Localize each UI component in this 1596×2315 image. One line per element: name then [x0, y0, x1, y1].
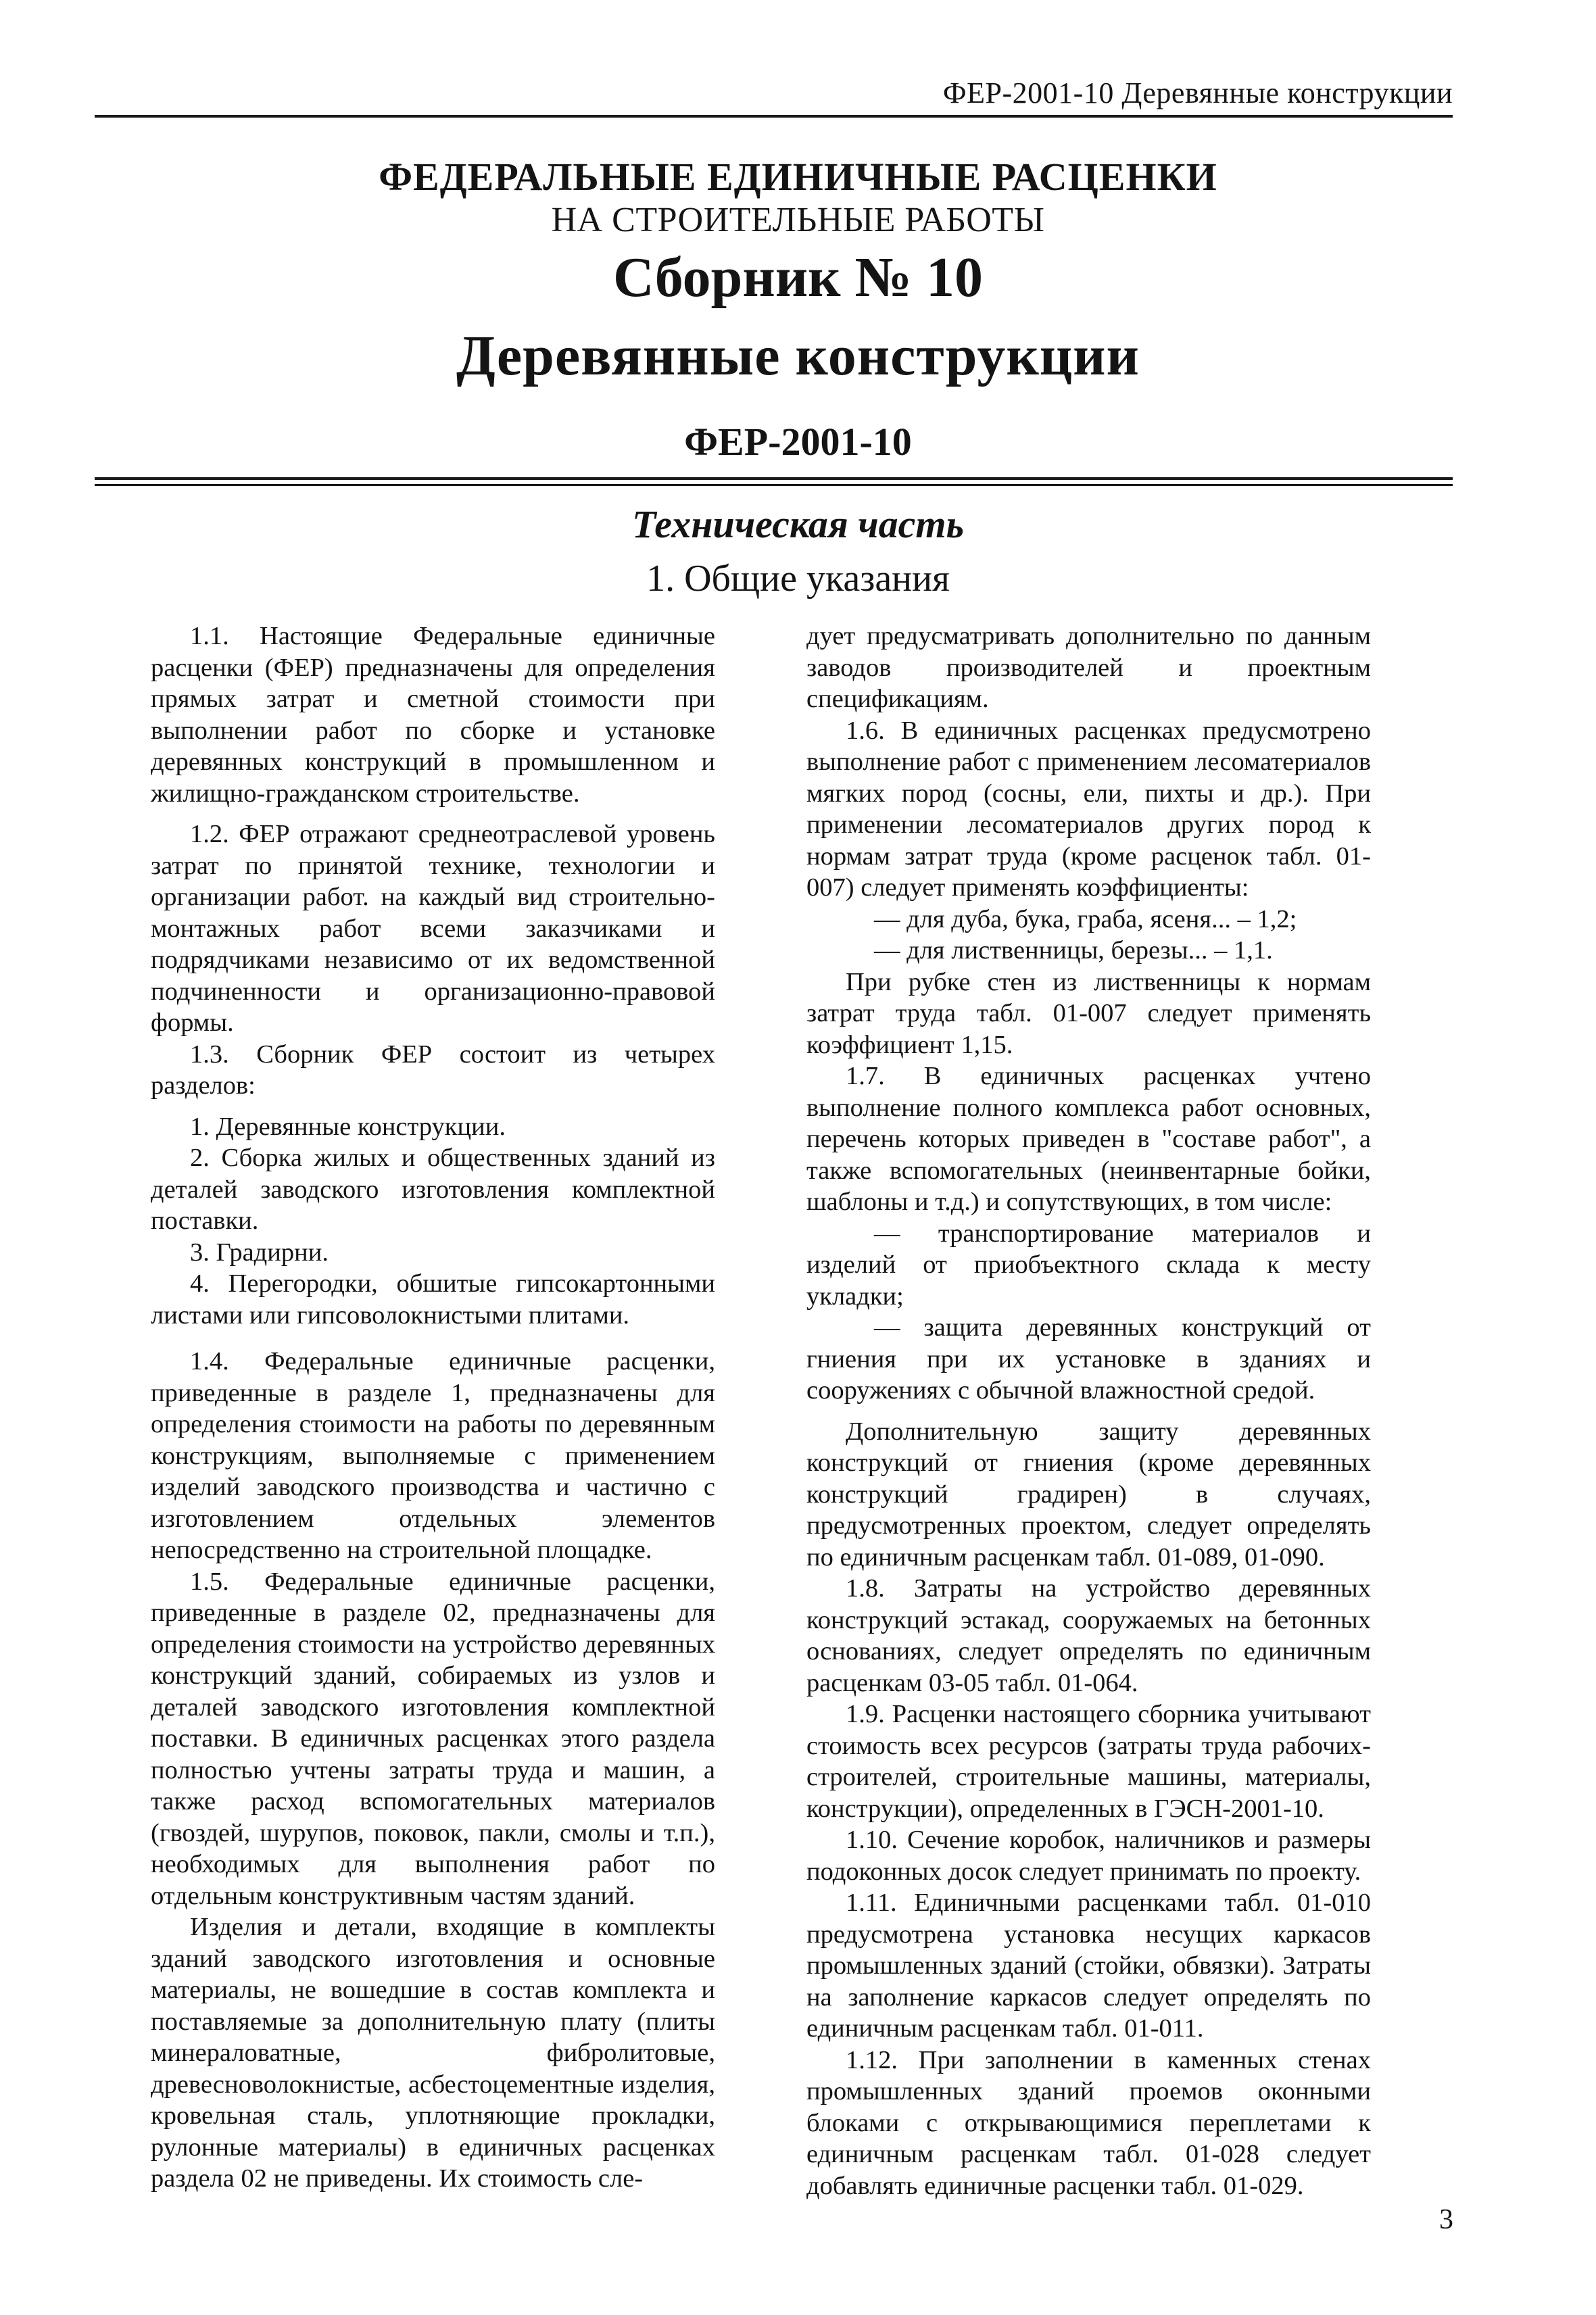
list-item-protection: — защита деревянных конструкций от гниения при их установке в зданиях и сооружениях с обычной влажностной средой.: [806, 1313, 1371, 1405]
list-item-transport: — транспортирование материалов и изделий от приобъектного склада к месту укладки;: [806, 1219, 1371, 1311]
paragraph-1-5: 1.5. Федеральные единичные расценки, приведенные в разделе 02, предназначены для определения стоимости на устройство деревянных конструкций зданий, собираемых из узлов и деталей заводского изготовления комплектной поставки. В единичных расценках этого раздела полностью учтены затраты труда и машин, а также расход вспомогательных материалов (гвоздей, шурупов, поковок, пакли, смолы и т.п.), необходимых для выполнения работ по отдельным конструктивным частям зданий.: [151, 1567, 715, 1910]
title-rule-thick: [95, 477, 1453, 480]
page-number: 3: [1439, 2204, 1453, 2235]
paragraph-1-11: 1.11. Единичными расценками табл. 01-010 предусмотрена установка несущих каркасов промышленных зданий (стойки, обвязки). Затраты на заполнение каркасов следует определять по единичным расценкам табл. 01-011.: [806, 1888, 1371, 2043]
title-line-2: НА СТРОИТЕЛЬНЫЕ РАБОТЫ: [551, 201, 1045, 239]
list-item-section-2: 2. Сборка жилых и общественных зданий из деталей заводского изготовления комплектной поставки.: [151, 1144, 715, 1235]
list-item-section-4: 4. Перегородки, обшитые гипсокартонными листами или гипсоволокнистыми плитами.: [151, 1269, 715, 1330]
paragraph-1-2: 1.2. ФЕР отражают среднеотраслевой уровень затрат по принятой технике, технологии и организации работ. на каждый вид строительно-монтажных работ всеми заказчиками и подрядчиками независимо от их ведомственной подчиненности и организационно-правовой формы.: [151, 820, 715, 1037]
paragraph-1-5-continued: Изделия и детали, входящие в комплекты зданий заводского изготовления и основные материалы, не вошедшие в состав комплекта и поставляемые за дополнительную плату (плиты минераловатные, фибролитовые, древесноволокнистые, асбестоцементные изделия, кровельная сталь, уплотняющие прокладки, рулонные материалы) в единичных расценках раздела 02 не приведены. Их стоимость сле-: [151, 1913, 715, 2193]
paragraph-1-6: 1.6. В единичных расценках предусмотрено выполнение работ с применением лесоматериалов мягких пород (сосны, ели, пихты и др.). При применении лесоматериалов других пород к нормам затрат труда (кроме расценок табл. 01-007) следует применять коэффициенты:: [806, 716, 1371, 902]
list-item-section-1: 1. Деревянные конструкции.: [190, 1112, 506, 1141]
paragraph-1-4: 1.4. Федеральные единичные расценки, приведенные в разделе 1, предназначены для определения стоимости на работы по деревянным конструкциям, выполняемые с применением изделий заводского производства и частично с изготовлением отдельных элементов непосредственно на строительной площадке.: [151, 1347, 715, 1564]
coefficient-larch: — для лиственницы, березы... – 1,1.: [874, 936, 1273, 965]
header-rule: [95, 115, 1453, 118]
title-rule-thin: [95, 484, 1453, 486]
paragraph-1-3: 1.3. Сборник ФЕР состоит из четырех разделов:: [151, 1040, 715, 1100]
paragraph-1-7: 1.7. В единичных расценках учтено выполнение полного комплекса работ основных, перечень которых приведен в "составе работ", а также вспомогательных (неинвентарные бойки, шаблоны и т.д.) и сопутствующих, в том числе:: [806, 1062, 1371, 1216]
title-line-1: ФЕДЕРАЛЬНЫЕ ЕДИНИЧНЫЕ РАСЦЕНКИ: [379, 155, 1217, 199]
document-code: ФЕР-2001-10: [684, 420, 912, 464]
subject-title: Деревянные конструкции: [456, 324, 1140, 387]
coefficient-oak: — для дуба, бука, граба, ясеня... – 1,2;: [874, 904, 1297, 933]
right-column: [806, 620, 1371, 2201]
list-item-section-3: 3. Градирни.: [190, 1238, 329, 1267]
paragraph-additional-protection: Дополнительную защиту деревянных конструкций от гниения (кроме деревянных конструкций градирен) в случаях, предусмотренных проектом, следует определять по единичным расценкам табл. 01-089, 01-090.: [806, 1417, 1371, 1571]
paragraph-1-1: 1.1. Настоящие Федеральные единичные расценки (ФЕР) предназначены для определения прямых затрат и сметной стоимости при выполнении работ по сборке и установке деревянных конструкций в промышленном и жилищно-гражданском строительстве.: [151, 622, 715, 808]
running-head: ФЕР-2001-10 Деревянные конструкции: [942, 76, 1453, 109]
paragraph-larch-walls: При рубке стен из лиственницы к нормам затрат труда табл. 01-007 следует применять коэффициент 1,15.: [806, 967, 1371, 1059]
left-column: [151, 620, 715, 2195]
section-title: Техническая часть: [631, 502, 965, 546]
paragraph-1-8: 1.8. Затраты на устройство деревянных конструкций эстакад, сооружаемых на бетонных основаниях, следует определять по единичным расценкам 03-05 табл. 01-064.: [806, 1574, 1371, 1697]
paragraph-1-9: 1.9. Расценки настоящего сборника учитывают стоимость всех ресурсов (затраты труда рабочих-строителей, строительные машины, материалы, конструкции), определенных в ГЭСН-2001-10.: [806, 1700, 1371, 1823]
paragraph-1-12: 1.12. При заполнении в каменных стенах промышленных зданий проемов оконными блоками с открывающимися переплетами к единичным расценкам табл. 01-028 следует добавлять единичные расценки табл. 01-029.: [806, 2045, 1371, 2200]
paragraph-1-10: 1.10. Сечение коробок, наличников и размеры подоконных досок следует принимать по проекту.: [806, 1826, 1371, 1886]
subsection-title: 1. Общие указания: [646, 558, 950, 600]
paragraph-1-5-tail: дует предусматривать дополнительно по данным заводов производителей и проектным спецификациям.: [806, 622, 1371, 713]
collection-title: Сборник № 10: [613, 246, 983, 309]
